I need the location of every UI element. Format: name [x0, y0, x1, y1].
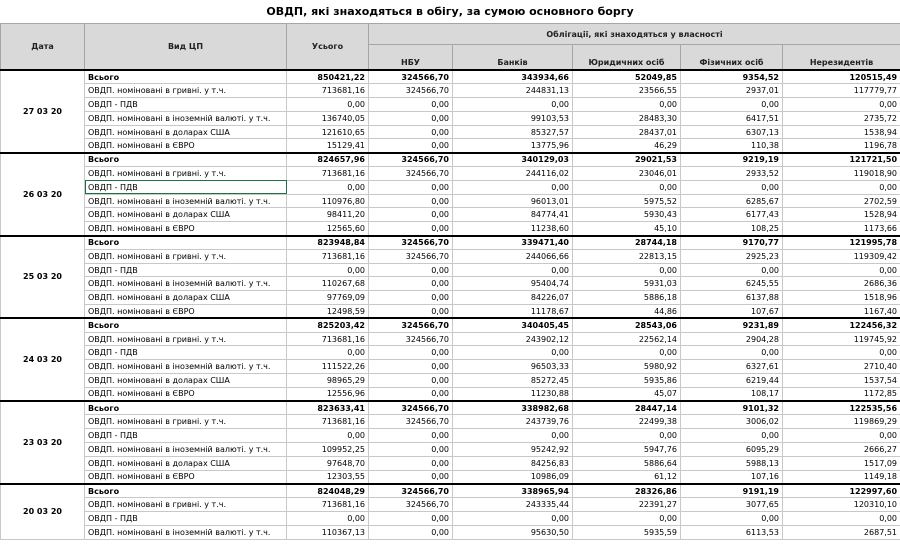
value-cell[interactable]: 0,00	[369, 291, 453, 305]
column-header-security-type[interactable]: Вид ЦП	[85, 24, 287, 71]
value-cell[interactable]: 6177,43	[681, 208, 783, 222]
value-cell[interactable]: 0,00	[681, 180, 783, 194]
table-row	[1, 470, 900, 484]
security-type-cell[interactable]: ОВДП. номіновані в ЄВРО	[85, 139, 287, 153]
security-type-cell[interactable]: ОВДП - ПДВ	[85, 98, 287, 112]
value-cell[interactable]: 0,00	[369, 125, 453, 139]
table-row	[1, 512, 900, 526]
value-cell[interactable]: 338965,94	[453, 484, 573, 498]
table-row	[1, 498, 900, 512]
date-cell[interactable]: 27 03 20	[1, 70, 85, 153]
value-cell[interactable]: 28447,14	[573, 401, 681, 415]
security-type-cell[interactable]: ОВДП. номіновані в доларах США	[85, 456, 287, 470]
value-cell[interactable]: 0,00	[453, 429, 573, 443]
column-header-date[interactable]: Дата	[1, 24, 85, 71]
value-cell[interactable]: 119869,29	[783, 415, 900, 429]
value-cell[interactable]: 0,00	[369, 360, 453, 374]
value-cell[interactable]: 0,00	[681, 346, 783, 360]
value-cell[interactable]: 324566,70	[369, 332, 453, 346]
table-row	[1, 249, 900, 263]
date-cell[interactable]: 23 03 20	[1, 401, 85, 484]
value-cell[interactable]: 6307,13	[681, 125, 783, 139]
value-cell[interactable]: 13775,96	[453, 139, 573, 153]
value-cell[interactable]: 6417,51	[681, 111, 783, 125]
value-cell[interactable]: 243902,12	[453, 332, 573, 346]
value-cell[interactable]: 244831,13	[453, 84, 573, 98]
security-type-cell[interactable]: ОВДП. номіновані в гривні. у т.ч.	[85, 84, 287, 98]
value-cell[interactable]: 0,00	[369, 277, 453, 291]
value-cell[interactable]: 28326,86	[573, 484, 681, 498]
table-row	[1, 525, 900, 539]
value-cell[interactable]: 0,00	[369, 443, 453, 457]
table-row	[1, 346, 900, 360]
value-cell[interactable]: 45,10	[573, 222, 681, 236]
value-cell[interactable]: 0,00	[369, 194, 453, 208]
value-cell[interactable]: 97769,09	[287, 291, 369, 305]
security-type-cell[interactable]: ОВДП. номіновані в ЄВРО	[85, 305, 287, 319]
security-type-cell[interactable]: ОВДП. номіновані в іноземній валюті. у т.ч.	[85, 443, 287, 457]
value-cell[interactable]: 5980,92	[573, 360, 681, 374]
value-cell[interactable]: 5935,86	[573, 374, 681, 388]
value-cell[interactable]: 122535,56	[783, 401, 900, 415]
value-cell[interactable]: 119018,90	[783, 167, 900, 181]
column-header-legal-entities[interactable]: Юридичних осіб	[573, 45, 681, 71]
value-cell[interactable]: 324566,70	[369, 236, 453, 250]
value-cell[interactable]: 95630,50	[453, 525, 573, 539]
value-cell[interactable]: 0,00	[369, 346, 453, 360]
value-cell[interactable]: 5947,76	[573, 443, 681, 457]
value-cell[interactable]: 11238,60	[453, 222, 573, 236]
column-header-nonresidents[interactable]: Нерезидентів	[783, 45, 900, 71]
value-cell[interactable]: 107,16	[681, 470, 783, 484]
value-cell[interactable]: 823633,41	[287, 401, 369, 415]
security-type-cell[interactable]: ОВДП. номіновані в гривні. у т.ч.	[85, 167, 287, 181]
value-cell[interactable]: 3006,02	[681, 415, 783, 429]
value-cell[interactable]: 109952,25	[287, 443, 369, 457]
value-cell[interactable]: 9170,77	[681, 236, 783, 250]
value-cell[interactable]: 22499,38	[573, 415, 681, 429]
column-header-total[interactable]: Усього	[287, 24, 369, 71]
security-type-cell[interactable]: ОВДП. номіновані в гривні. у т.ч.	[85, 415, 287, 429]
value-cell[interactable]: 0,00	[369, 208, 453, 222]
value-cell[interactable]: 0,00	[369, 180, 453, 194]
value-cell[interactable]: 823948,84	[287, 236, 369, 250]
value-cell[interactable]: 2666,27	[783, 443, 900, 457]
value-cell[interactable]: 0,00	[369, 512, 453, 526]
value-cell[interactable]: 2904,28	[681, 332, 783, 346]
security-type-cell[interactable]: ОВДП. номіновані в іноземній валюті. у т.ч.	[85, 360, 287, 374]
value-cell[interactable]: 11230,88	[453, 387, 573, 401]
value-cell[interactable]: 95242,92	[453, 443, 573, 457]
value-cell[interactable]: 324566,70	[369, 84, 453, 98]
value-cell[interactable]: 1167,40	[783, 305, 900, 319]
value-cell[interactable]: 0,00	[573, 429, 681, 443]
security-type-cell[interactable]: Всього	[85, 70, 287, 84]
value-cell[interactable]: 121995,78	[783, 236, 900, 250]
value-cell[interactable]: 121721,50	[783, 153, 900, 167]
date-cell[interactable]: 26 03 20	[1, 153, 85, 236]
value-cell[interactable]: 119745,92	[783, 332, 900, 346]
table-row	[1, 167, 900, 181]
value-cell[interactable]: 0,00	[369, 456, 453, 470]
value-cell[interactable]: 6113,53	[681, 525, 783, 539]
value-cell[interactable]: 5935,59	[573, 525, 681, 539]
value-cell[interactable]: 0,00	[369, 374, 453, 388]
value-cell[interactable]: 713681,16	[287, 84, 369, 98]
value-cell[interactable]: 0,00	[681, 429, 783, 443]
value-cell[interactable]: 110976,80	[287, 194, 369, 208]
value-cell[interactable]: 98411,20	[287, 208, 369, 222]
value-cell[interactable]: 243335,44	[453, 498, 573, 512]
value-cell[interactable]: 324566,70	[369, 167, 453, 181]
value-cell[interactable]: 12498,59	[287, 305, 369, 319]
security-type-cell[interactable]: ОВДП. номіновані в іноземній валюті. у т.ч.	[85, 277, 287, 291]
value-cell[interactable]: 5930,43	[573, 208, 681, 222]
value-cell[interactable]: 713681,16	[287, 415, 369, 429]
value-cell[interactable]: 0,00	[453, 512, 573, 526]
value-cell[interactable]: 95404,74	[453, 277, 573, 291]
value-cell[interactable]: 0,00	[681, 263, 783, 277]
value-cell[interactable]: 0,00	[783, 512, 900, 526]
table-row	[1, 222, 900, 236]
security-type-cell[interactable]: ОВДП - ПДВ	[85, 429, 287, 443]
value-cell[interactable]: 0,00	[369, 139, 453, 153]
value-cell[interactable]: 0,00	[287, 180, 369, 194]
table-row	[1, 332, 900, 346]
table-row-total	[1, 236, 900, 250]
value-cell[interactable]: 0,00	[453, 263, 573, 277]
value-cell[interactable]: 244116,02	[453, 167, 573, 181]
value-cell[interactable]: 2702,59	[783, 194, 900, 208]
value-cell[interactable]: 108,25	[681, 222, 783, 236]
value-cell[interactable]: 0,00	[783, 263, 900, 277]
table-row	[1, 291, 900, 305]
bonds-table	[0, 23, 900, 540]
value-cell[interactable]: 15129,41	[287, 139, 369, 153]
value-cell[interactable]: 2686,36	[783, 277, 900, 291]
value-cell[interactable]: 0,00	[369, 387, 453, 401]
value-cell[interactable]: 9354,52	[681, 70, 783, 84]
value-cell[interactable]: 0,00	[369, 98, 453, 112]
value-cell[interactable]: 99103,53	[453, 111, 573, 125]
security-type-cell[interactable]: Всього	[85, 401, 287, 415]
value-cell[interactable]: 122456,32	[783, 318, 900, 332]
value-cell[interactable]: 324566,70	[369, 484, 453, 498]
security-type-cell[interactable]: Всього	[85, 236, 287, 250]
value-cell[interactable]: 324566,70	[369, 249, 453, 263]
value-cell[interactable]: 9219,19	[681, 153, 783, 167]
value-cell[interactable]: 22562,14	[573, 332, 681, 346]
value-cell[interactable]: 324566,70	[369, 415, 453, 429]
value-cell[interactable]: 324566,70	[369, 401, 453, 415]
value-cell[interactable]: 0,00	[681, 98, 783, 112]
security-type-cell[interactable]: ОВДП. номіновані в ЄВРО	[85, 222, 287, 236]
value-cell[interactable]: 0,00	[287, 346, 369, 360]
table-row	[1, 374, 900, 388]
value-cell[interactable]: 0,00	[369, 470, 453, 484]
value-cell[interactable]: 0,00	[287, 263, 369, 277]
value-cell[interactable]: 61,12	[573, 470, 681, 484]
value-cell[interactable]: 0,00	[573, 512, 681, 526]
value-cell[interactable]: 713681,16	[287, 332, 369, 346]
value-cell[interactable]: 0,00	[573, 263, 681, 277]
value-cell[interactable]: 0,00	[369, 263, 453, 277]
value-cell[interactable]: 2925,23	[681, 249, 783, 263]
value-cell[interactable]: 84774,41	[453, 208, 573, 222]
value-cell[interactable]: 119309,42	[783, 249, 900, 263]
security-type-cell[interactable]: ОВДП - ПДВ	[85, 263, 287, 277]
value-cell[interactable]: 0,00	[287, 429, 369, 443]
value-cell[interactable]: 44,86	[573, 305, 681, 319]
column-header-nbu[interactable]: НБУ	[369, 45, 453, 71]
value-cell[interactable]: 29021,53	[573, 153, 681, 167]
value-cell[interactable]: 0,00	[369, 222, 453, 236]
value-cell[interactable]: 1518,96	[783, 291, 900, 305]
value-cell[interactable]: 2710,40	[783, 360, 900, 374]
security-type-cell[interactable]: ОВДП. номіновані в гривні. у т.ч.	[85, 249, 287, 263]
value-cell[interactable]: 122997,60	[783, 484, 900, 498]
value-cell[interactable]: 343934,66	[453, 70, 573, 84]
value-cell[interactable]: 0,00	[287, 98, 369, 112]
table-row	[1, 208, 900, 222]
value-cell[interactable]: 825203,42	[287, 318, 369, 332]
value-cell[interactable]: 0,00	[573, 98, 681, 112]
value-cell[interactable]: 2937,01	[681, 84, 783, 98]
value-cell[interactable]: 6327,61	[681, 360, 783, 374]
value-cell[interactable]: 108,17	[681, 387, 783, 401]
value-cell[interactable]: 5931,03	[573, 277, 681, 291]
value-cell[interactable]: 2735,72	[783, 111, 900, 125]
value-cell[interactable]: 45,07	[573, 387, 681, 401]
value-cell[interactable]: 0,00	[783, 346, 900, 360]
value-cell[interactable]: 121610,65	[287, 125, 369, 139]
value-cell[interactable]: 120310,10	[783, 498, 900, 512]
value-cell[interactable]: 324566,70	[369, 153, 453, 167]
value-cell[interactable]: 1517,09	[783, 456, 900, 470]
value-cell[interactable]: 6095,29	[681, 443, 783, 457]
value-cell[interactable]: 136740,05	[287, 111, 369, 125]
table-row-total	[1, 153, 900, 167]
value-cell[interactable]: 3077,65	[681, 498, 783, 512]
security-type-cell[interactable]: ОВДП. номіновані в ЄВРО	[85, 387, 287, 401]
value-cell[interactable]: 339471,40	[453, 236, 573, 250]
security-type-cell[interactable]: Всього	[85, 318, 287, 332]
table-row	[1, 277, 900, 291]
value-cell[interactable]: 9191,19	[681, 484, 783, 498]
value-cell[interactable]: 96503,33	[453, 360, 573, 374]
value-cell[interactable]: 0,00	[453, 98, 573, 112]
value-cell[interactable]: 5975,52	[573, 194, 681, 208]
value-cell[interactable]: 324566,70	[369, 70, 453, 84]
column-header-banks[interactable]: Банків	[453, 45, 573, 71]
value-cell[interactable]: 0,00	[573, 346, 681, 360]
value-cell[interactable]: 28437,01	[573, 125, 681, 139]
value-cell[interactable]: 5886,18	[573, 291, 681, 305]
value-cell[interactable]: 12565,60	[287, 222, 369, 236]
value-cell[interactable]: 824657,96	[287, 153, 369, 167]
value-cell[interactable]: 6137,88	[681, 291, 783, 305]
table-row-total	[1, 318, 900, 332]
value-cell[interactable]: 244066,66	[453, 249, 573, 263]
value-cell[interactable]: 23046,01	[573, 167, 681, 181]
value-cell[interactable]: 9101,32	[681, 401, 783, 415]
security-type-cell[interactable]: ОВДП - ПДВ	[85, 180, 287, 194]
value-cell[interactable]: 84256,83	[453, 456, 573, 470]
value-cell[interactable]: 2687,51	[783, 525, 900, 539]
date-cell[interactable]: 24 03 20	[1, 318, 85, 401]
value-cell[interactable]: 1538,94	[783, 125, 900, 139]
value-cell[interactable]: 0,00	[453, 180, 573, 194]
table-row	[1, 415, 900, 429]
table-row	[1, 98, 900, 112]
column-group-owners[interactable]: Облігації, які знаходяться у власності	[369, 24, 900, 45]
value-cell[interactable]: 0,00	[369, 525, 453, 539]
value-cell[interactable]: 12556,96	[287, 387, 369, 401]
value-cell[interactable]: 110367,13	[287, 525, 369, 539]
value-cell[interactable]: 850421,22	[287, 70, 369, 84]
value-cell[interactable]: 0,00	[287, 512, 369, 526]
value-cell[interactable]: 1149,18	[783, 470, 900, 484]
value-cell[interactable]: 324566,70	[369, 318, 453, 332]
value-cell[interactable]: 324566,70	[369, 498, 453, 512]
value-cell[interactable]: 0,00	[783, 180, 900, 194]
table-row	[1, 84, 900, 98]
value-cell[interactable]: 11178,67	[453, 305, 573, 319]
value-cell[interactable]: 6285,67	[681, 194, 783, 208]
table-row	[1, 111, 900, 125]
value-cell[interactable]: 0,00	[369, 305, 453, 319]
table-row	[1, 429, 900, 443]
security-type-cell[interactable]: ОВДП. номіновані в доларах США	[85, 374, 287, 388]
security-type-cell[interactable]: ОВДП - ПДВ	[85, 512, 287, 526]
value-cell[interactable]: 5988,13	[681, 456, 783, 470]
security-type-cell[interactable]: ОВДП. номіновані в іноземній валюті. у т.ч.	[85, 111, 287, 125]
value-cell[interactable]: 0,00	[783, 98, 900, 112]
value-cell[interactable]: 52049,85	[573, 70, 681, 84]
security-type-cell[interactable]: ОВДП. номіновані в доларах США	[85, 208, 287, 222]
table-row	[1, 180, 900, 194]
value-cell[interactable]: 9231,89	[681, 318, 783, 332]
value-cell[interactable]: 10986,09	[453, 470, 573, 484]
date-cell[interactable]: 20 03 20	[1, 484, 85, 539]
value-cell[interactable]: 96013,01	[453, 194, 573, 208]
table-row	[1, 125, 900, 139]
value-cell[interactable]: 110267,68	[287, 277, 369, 291]
value-cell[interactable]: 85327,57	[453, 125, 573, 139]
security-type-cell[interactable]: Всього	[85, 153, 287, 167]
table-row-total	[1, 484, 900, 498]
value-cell[interactable]: 1172,85	[783, 387, 900, 401]
value-cell[interactable]: 97648,70	[287, 456, 369, 470]
security-type-cell[interactable]: ОВДП. номіновані в іноземній валюті. у т.ч.	[85, 525, 287, 539]
value-cell[interactable]: 46,29	[573, 139, 681, 153]
value-cell[interactable]: 28744,18	[573, 236, 681, 250]
value-cell[interactable]: 23566,55	[573, 84, 681, 98]
value-cell[interactable]: 111522,26	[287, 360, 369, 374]
value-cell[interactable]: 6245,55	[681, 277, 783, 291]
value-cell[interactable]: 0,00	[573, 180, 681, 194]
value-cell[interactable]: 22391,27	[573, 498, 681, 512]
value-cell[interactable]: 713681,16	[287, 249, 369, 263]
value-cell[interactable]: 6219,44	[681, 374, 783, 388]
value-cell[interactable]: 713681,16	[287, 498, 369, 512]
value-cell[interactable]: 107,67	[681, 305, 783, 319]
value-cell[interactable]: 0,00	[681, 512, 783, 526]
value-cell[interactable]: 1528,94	[783, 208, 900, 222]
table-row	[1, 443, 900, 457]
table-body	[1, 70, 900, 539]
security-type-cell[interactable]: ОВДП. номіновані в ЄВРО	[85, 470, 287, 484]
table-row	[1, 387, 900, 401]
table-row-total	[1, 70, 900, 84]
column-header-individuals[interactable]: Фізичних осіб	[681, 45, 783, 71]
table-row	[1, 194, 900, 208]
value-cell[interactable]: 340405,45	[453, 318, 573, 332]
value-cell[interactable]: 713681,16	[287, 167, 369, 181]
value-cell[interactable]: 338982,68	[453, 401, 573, 415]
value-cell[interactable]: 0,00	[369, 111, 453, 125]
value-cell[interactable]: 98965,29	[287, 374, 369, 388]
security-type-cell[interactable]: Всього	[85, 484, 287, 498]
value-cell[interactable]: 1173,66	[783, 222, 900, 236]
value-cell[interactable]: 84226,07	[453, 291, 573, 305]
value-cell[interactable]: 1196,78	[783, 139, 900, 153]
table-row	[1, 263, 900, 277]
value-cell[interactable]: 1537,54	[783, 374, 900, 388]
security-type-cell[interactable]: ОВДП. номіновані в доларах США	[85, 125, 287, 139]
value-cell[interactable]: 22813,15	[573, 249, 681, 263]
value-cell[interactable]: 824048,29	[287, 484, 369, 498]
page-title: ОВДП, які знаходяться в обігу, за сумою основного боргу	[0, 3, 900, 21]
value-cell[interactable]: 28543,06	[573, 318, 681, 332]
value-cell[interactable]: 110,38	[681, 139, 783, 153]
value-cell[interactable]: 12303,55	[287, 470, 369, 484]
value-cell[interactable]: 0,00	[453, 346, 573, 360]
table-row-total	[1, 401, 900, 415]
value-cell[interactable]: 340129,03	[453, 153, 573, 167]
value-cell[interactable]: 28483,30	[573, 111, 681, 125]
value-cell[interactable]: 85272,45	[453, 374, 573, 388]
security-type-cell[interactable]: ОВДП - ПДВ	[85, 346, 287, 360]
security-type-cell[interactable]: ОВДП. номіновані в доларах США	[85, 291, 287, 305]
value-cell[interactable]: 120515,49	[783, 70, 900, 84]
value-cell[interactable]: 0,00	[369, 429, 453, 443]
value-cell[interactable]: 0,00	[783, 429, 900, 443]
value-cell[interactable]: 5886,64	[573, 456, 681, 470]
table-row	[1, 360, 900, 374]
value-cell[interactable]: 243739,76	[453, 415, 573, 429]
security-type-cell[interactable]: ОВДП. номіновані в гривні. у т.ч.	[85, 498, 287, 512]
table-row	[1, 139, 900, 153]
security-type-cell[interactable]: ОВДП. номіновані в гривні. у т.ч.	[85, 332, 287, 346]
security-type-cell[interactable]: ОВДП. номіновані в іноземній валюті. у т.ч.	[85, 194, 287, 208]
value-cell[interactable]: 117779,77	[783, 84, 900, 98]
table-row	[1, 456, 900, 470]
value-cell[interactable]: 2933,52	[681, 167, 783, 181]
date-cell[interactable]: 25 03 20	[1, 236, 85, 319]
table-row	[1, 305, 900, 319]
